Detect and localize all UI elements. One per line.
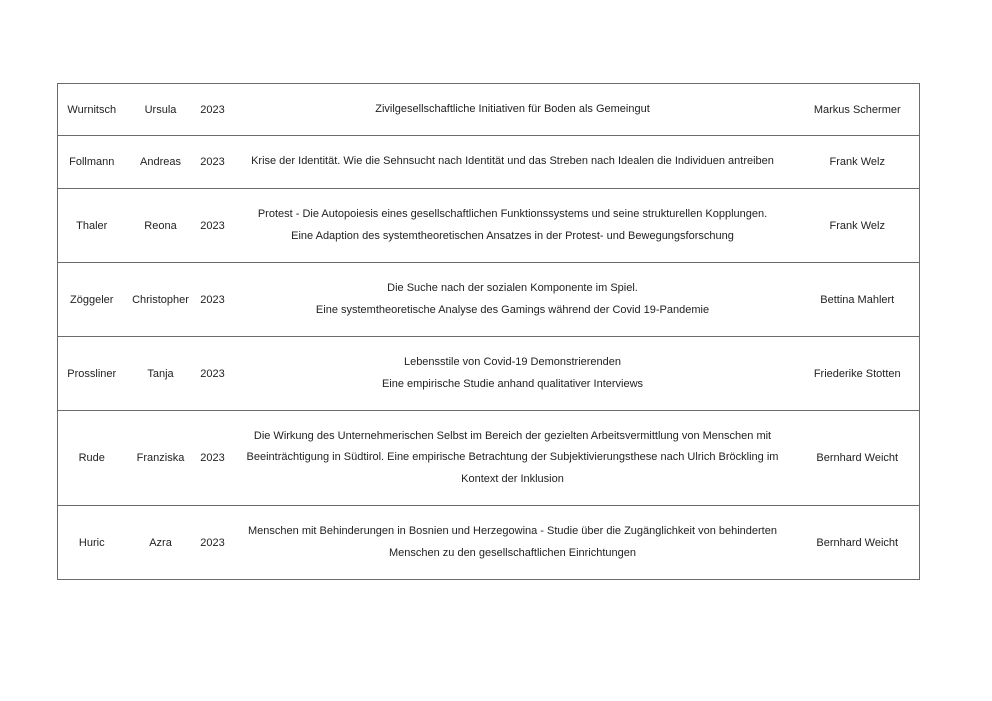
table-row: [58, 84, 920, 136]
title-line: Eine Adaption des systemtheoretischen Ansatzes in der Protest- und Bewegungsforschung: [291, 229, 734, 242]
year-cell: 2023: [196, 189, 230, 263]
title-cell: [230, 506, 796, 580]
table-row: [58, 506, 920, 580]
first-name-cell: Christopher: [126, 263, 196, 337]
table-row: [58, 136, 920, 189]
thesis-table: [57, 83, 920, 580]
title-line: Menschen mit Behinderungen in Bosnien und Herzegowina - Studie über die Zugänglichkeit von behinderten: [248, 525, 777, 537]
thesis-table-body: [58, 84, 920, 580]
title-line: Beeinträchtigung in Südtirol. Eine empirische Betrachtung der Subjektivierungsthese nach Ulrich Bröckling im: [246, 451, 779, 464]
title-cell: [230, 411, 796, 506]
year-cell: 2023: [196, 136, 230, 189]
table-row: [58, 411, 920, 506]
title-line: Kontext der Inklusion: [461, 472, 564, 485]
title-line: Die Suche nach der sozialen Komponente im Spiel.: [387, 282, 638, 294]
supervisor-cell: Markus Schermer: [796, 84, 920, 136]
title-line: Zivilgesellschaftliche Initiativen für Boden als Gemeingut: [375, 102, 650, 115]
year-cell: 2023: [196, 411, 230, 506]
title-cell: [230, 84, 796, 136]
title-line: Menschen zu den gesellschaftlichen Einrichtungen: [388, 546, 637, 559]
supervisor-cell: Frank Welz: [796, 136, 920, 189]
year-cell: 2023: [196, 337, 230, 411]
first-name-cell: Andreas: [126, 136, 196, 189]
last-name-cell: Rude: [58, 411, 126, 506]
supervisor-cell: Frank Welz: [796, 189, 920, 263]
title-line: Die Wirkung des Unternehmerischen Selbst im Bereich der gezielten Arbeitsvermittlung von Menschen mit: [253, 429, 772, 442]
supervisor-cell: Friederike Stotten: [796, 337, 920, 411]
last-name-cell: Zöggeler: [58, 263, 126, 337]
last-name-cell: Wurnitsch: [58, 84, 126, 136]
table-row: [58, 337, 920, 411]
year-cell: 2023: [196, 84, 230, 136]
first-name-cell: Ursula: [126, 84, 196, 136]
first-name-cell: Franziska: [126, 411, 196, 506]
title-cell: [230, 189, 796, 263]
first-name-cell: Reona: [126, 189, 196, 263]
title-line: Protest - Die Autopoiesis eines gesellschaftlichen Funktionssystems und seine strukturellen Kopplungen.: [257, 208, 768, 220]
year-cell: 2023: [196, 506, 230, 580]
title-line: Lebensstile von Covid-19 Demonstrierenden: [403, 356, 622, 368]
first-name-cell: Tanja: [126, 337, 196, 411]
last-name-cell: Follmann: [58, 136, 126, 189]
supervisor-cell: Bettina Mahlert: [796, 263, 920, 337]
title-cell: [230, 337, 796, 411]
last-name-cell: Prossliner: [58, 337, 126, 411]
last-name-cell: Thaler: [58, 189, 126, 263]
table-row: [58, 189, 920, 263]
title-cell: [230, 263, 796, 337]
title-cell: [230, 136, 796, 189]
supervisor-cell: Bernhard Weicht: [796, 411, 920, 506]
title-line: Eine empirische Studie anhand qualitativer Interviews: [381, 377, 644, 390]
table-row: [58, 263, 920, 337]
title-line: Krise der Identität. Wie die Sehnsucht nach Identität und das Streben nach Idealen die Individuen antreiben: [251, 155, 774, 168]
year-cell: 2023: [196, 263, 230, 337]
first-name-cell: Azra: [126, 506, 196, 580]
title-line: Eine systemtheoretische Analyse des Gamings während der Covid 19-Pandemie: [315, 303, 710, 316]
last-name-cell: Huric: [58, 506, 126, 580]
supervisor-cell: Bernhard Weicht: [796, 506, 920, 580]
